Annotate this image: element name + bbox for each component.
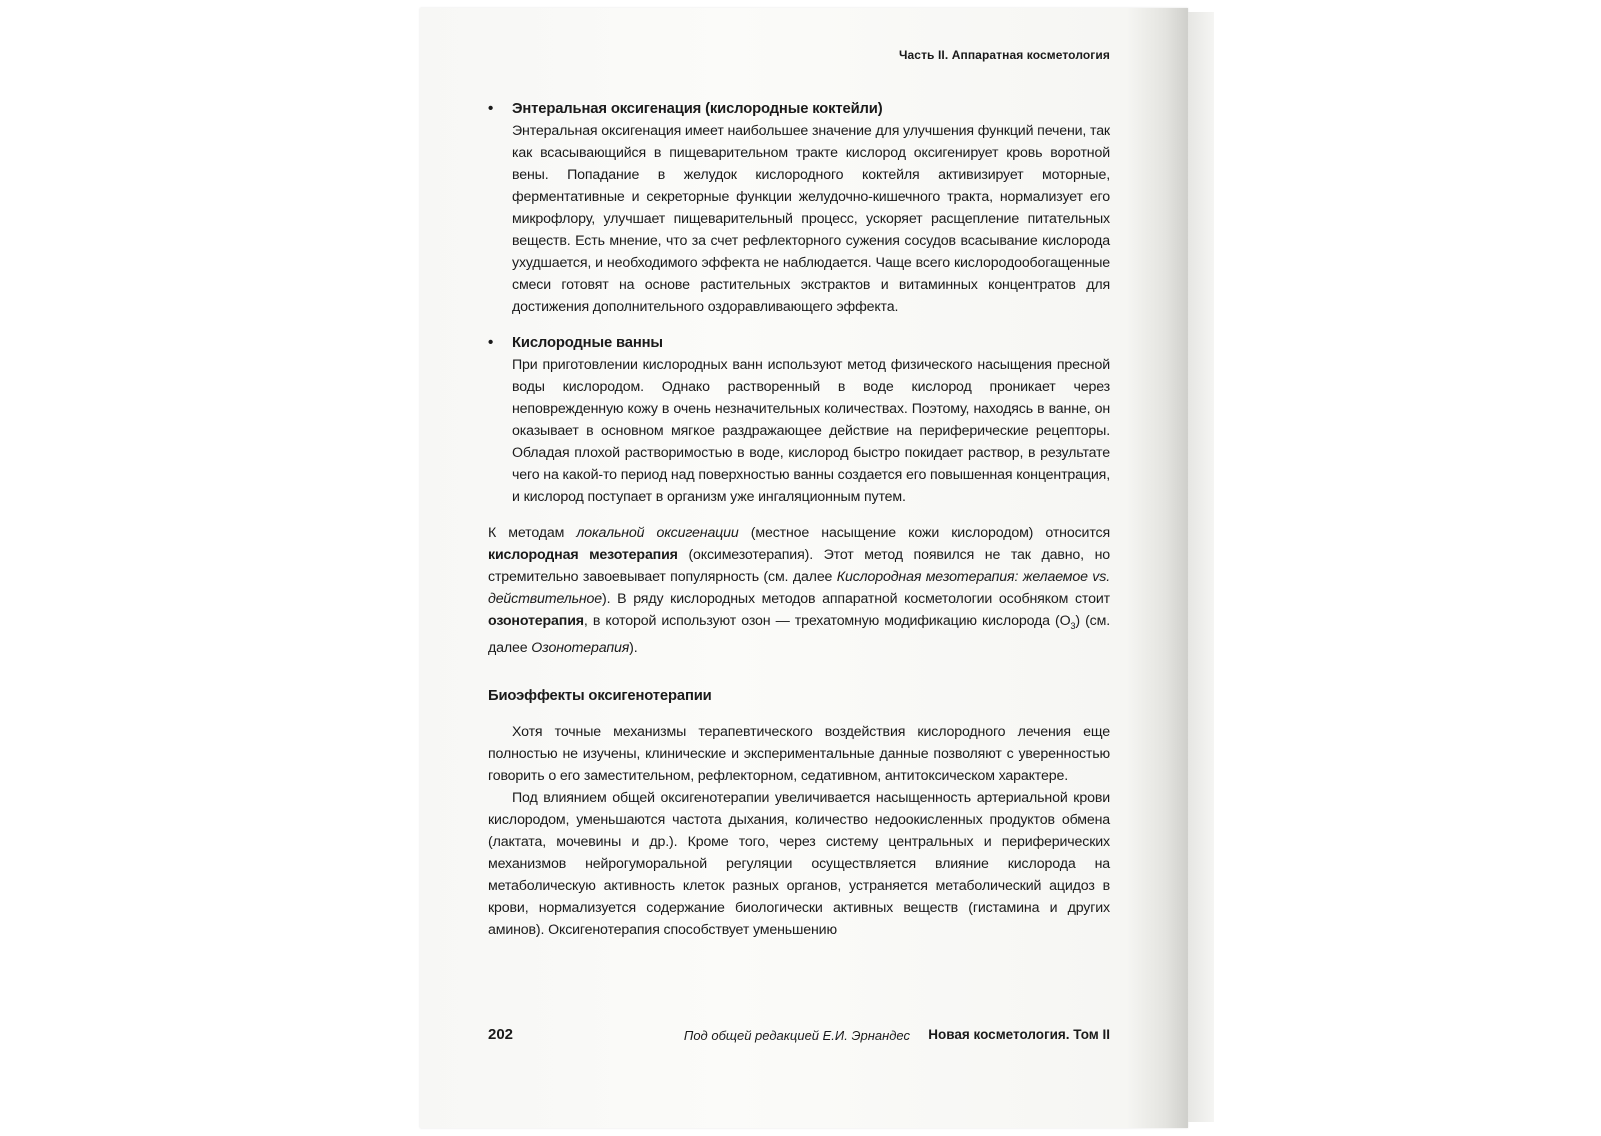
- bullet-mark: •: [488, 100, 494, 117]
- bullet-mark: •: [488, 334, 494, 351]
- book-page: [420, 8, 1188, 1128]
- oxygen-baths-text: При приготовлении кислородных ванн используют метод физического насыщения пресной воды кислородом. Однако растворенный в воде кислород проникает через неповрежденную кожу в очень незначительных количествах. Поэтому, находясь в ванне, он оказывает в основном мягкое раздражающее действие на периферические рецепторы. Обладая плохой растворимостью в воде, кислород быстро покидает раствор, в результате чего на какой-то период над поверхностью ванны создается его повышенная концентрация, и кислород поступает в организм уже ингаляционным путем.: [512, 357, 1110, 505]
- enteral-heading: Энтеральная оксигенация (кислородные коктейли): [512, 101, 883, 117]
- oxygen-baths-heading: Кислородные ванны: [512, 335, 663, 351]
- page-number: 202: [488, 1026, 514, 1043]
- enteral-text: Энтеральная оксигенация имеет наибольшее значение для улучшения функций печени, так как всасывающийся в пищеварительном тракте кислород оксигенирует кровь воротной вены. Попадание в желудок кислородного коктейля активизирует моторные, ферментативные и секреторные функции желудочно-кишечного тракта, нормализует его микрофлору, улучшает пищеварительный процесс, ускоряет расщепление питательных веществ. Есть мнение, что за счет рефлекторного сужения сосудов всасывание кислорода ухудшается, и необходимого эффекта не наблюдается. Чаще всего кислородообогащенные смеси готовят на основе растительных экстрактов и витаминных концентратов для достижения дополнительного оздоравливающего эффекта.: [512, 123, 1110, 315]
- bullet-oxygen-baths: [488, 332, 1110, 508]
- bioeffects-heading: Биоэффекты оксигенотерапии: [488, 687, 712, 704]
- local-oxygenation-paragraph: К методам локальной оксигенации (местное насыщение кожи кислородом) относится кислородная мезотерапия (оксимезотерапия). Этот метод появился не так давно, но стремительно завоевывает популярность (см. далее Кислородная мезотерапия: желаемое vs. действительное). В ряду кислородных методов аппаратной косметологии особняком стоит озонотерапия, в которой используют озон — трехатомную модификацию кислорода $(O_3)$ (см. далее Озонотерапия).: [488, 525, 1111, 656]
- book-title: Новая косметология. Том II: [928, 1027, 1110, 1042]
- bioeffects-paragraph-1: Хотя точные механизмы терапевтического воздействия кислородного лечения еще полностью не изучены, клинические и экспериментальные данные позволяют с уверенностью говорить о его заместительном, рефлекторном, седативном, антитоксическом характере.: [488, 723, 1110, 784]
- editor-credit: Под общей редакцией Е.И. Эрнандес: [683, 1028, 910, 1043]
- running-head: Часть II. Аппаратная косметология: [899, 48, 1110, 62]
- page-footer: [488, 1026, 1110, 1050]
- page-body: [488, 98, 1110, 941]
- bullet-enteral-oxygenation: [488, 98, 1110, 318]
- bioeffects-paragraph-2: Под влиянием общей оксигенотерапии увеличивается насыщенность артериальной крови кислородом, уменьшаются частота дыхания, количество недоокисленных продуктов обмена (лактата, мочевины и др.). Кроме того, через систему центральных и периферических механизмов нейрогуморальной регуляции осуществляется влияние кислорода на метаболическую активность клеток разных органов, устраняется метаболический ацидоз в крови, нормализуется содержание биологически активных веществ (гистамина и других аминов). Оксигенотерапия способствует уменьшению: [488, 789, 1110, 938]
